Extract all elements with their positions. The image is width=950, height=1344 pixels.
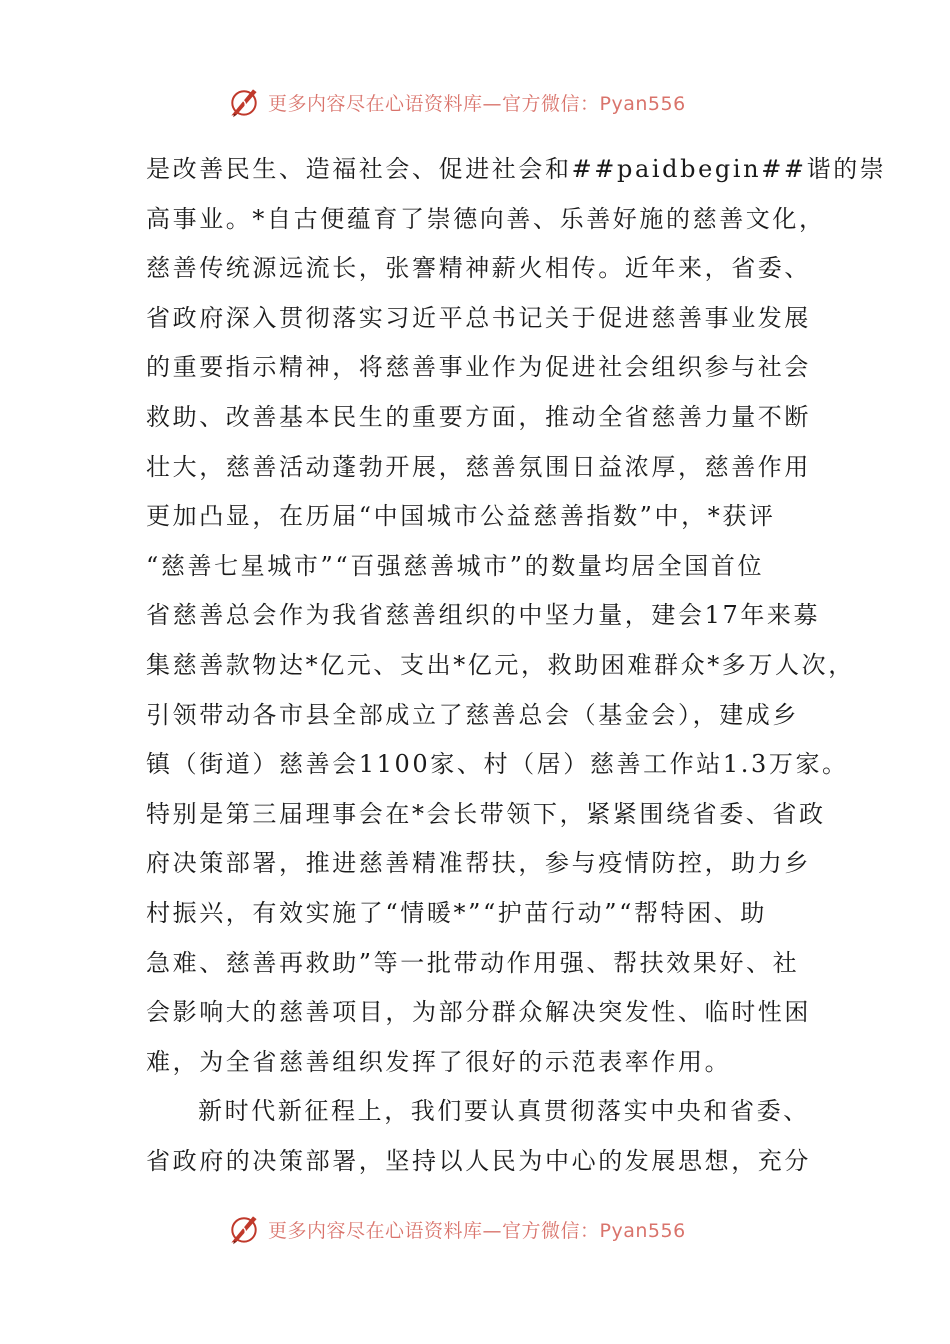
- text-line: “慈善七星城市”“百强慈善城市”的数量均居全国首位: [146, 551, 765, 580]
- text-line: 急难、慈善再救助”等一批带动作用强、帮扶效果好、社: [146, 948, 800, 977]
- text-line: 壮大，慈善活动蓬勃开展，慈善氛围日益浓厚，慈善作用: [146, 452, 811, 481]
- text-line: 省慈善总会作为我省慈善组织的中坚力量，建会17年来募: [146, 601, 821, 630]
- watermark-text: 更多内容尽在心语资料库—官方微信：Pyan556: [268, 1219, 686, 1242]
- text-line: 特别是第三届理事会在*会长带领下，紧紧围绕省委、省政: [146, 799, 826, 828]
- text-line: 镇（街道）慈善会1100家、村（居）慈善工作站1.3万家。: [146, 750, 849, 779]
- text-line: 省政府深入贯彻落实习近平总书记关于促进慈善事业发展: [146, 303, 811, 332]
- footer-watermark: [226, 1209, 686, 1249]
- quill-pen-logo-icon: [226, 84, 262, 120]
- text-line: 集慈善款物达*亿元、支出*亿元，救助困难群众*多万人次，: [146, 650, 855, 679]
- text-line: 慈善传统源远流长，张謇精神薪火相传。近年来，省委、: [146, 254, 811, 283]
- header-watermark: [226, 82, 686, 122]
- paragraph-first-line: 新时代新征程上，我们要认真贯彻落实中央和省委、: [198, 1097, 810, 1126]
- watermark-text: 更多内容尽在心语资料库—官方微信：Pyan556: [268, 92, 686, 115]
- text-line: 是改善民生、造福社会、促进社会和##paidbegin##谐的崇: [146, 155, 887, 183]
- text-line: 救助、改善基本民生的重要方面，推动全省慈善力量不断: [146, 402, 811, 431]
- text-line: 高事业。*自古便蕴育了崇德向善、乐善好施的慈善文化，: [146, 204, 826, 233]
- text-line: 会影响大的慈善项目，为部分群众解决突发性、临时性困: [146, 998, 811, 1027]
- text-line: 引领带动各市县全部成立了慈善总会（基金会），建成乡: [146, 700, 799, 729]
- text-line: 省政府的决策部署，坚持以人民为中心的发展思想，充分: [146, 1146, 811, 1175]
- text-line: 村振兴，有效实施了“情暖*”“护苗行动”“帮特困、助: [146, 898, 767, 927]
- text-line: 难，为全省慈善组织发挥了很好的示范表率作用。: [146, 1047, 732, 1076]
- quill-pen-logo-icon: [226, 1211, 262, 1247]
- text-line: 府决策部署，推进慈善精准帮扶，参与疫情防控，助力乡: [146, 849, 811, 878]
- document-body: [146, 145, 887, 1186]
- text-line: 的重要指示精神，将慈善事业作为促进社会组织参与社会: [146, 353, 811, 382]
- text-line: 更加凸显，在历届“中国城市公益慈善指数”中，*获评: [146, 502, 776, 531]
